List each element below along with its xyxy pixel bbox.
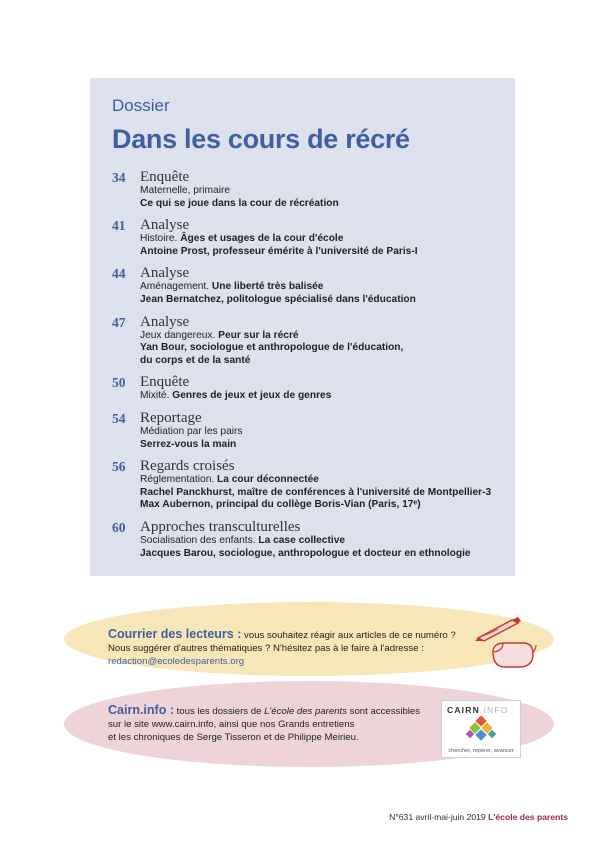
toc-author-line: Jean Bernatchez, politologue spécialisé dans l'éducation	[140, 293, 416, 305]
toc-topic-title: Peur sur la récré	[218, 329, 299, 341]
toc-rubric: Analyse	[140, 313, 190, 330]
toc-author-line: Yan Bour, sociologue et anthropologue de l'éducation,	[140, 342, 404, 354]
toc-page-number: 34	[112, 170, 126, 185]
toc-topic-prefix: Mixité.	[140, 390, 173, 402]
cairn-logo-icon[interactable]	[441, 700, 521, 758]
toc-author-line: Jacques Barou, sociologue, anthropologue et docteur en ethnologie	[140, 547, 471, 559]
footer-magazine: L'école des parents	[488, 812, 568, 822]
toc-topic-line	[140, 281, 512, 294]
toc-entry-body	[140, 519, 512, 560]
toc-entry-body	[140, 217, 512, 258]
toc-rubric: Regards croisés	[140, 458, 235, 475]
cairn-lead: Cairn.info :	[108, 703, 174, 717]
courrier-email-link[interactable]: redaction@ecoledesparents.org	[108, 656, 245, 667]
cairn-logo-word	[447, 705, 509, 715]
toc-author-line: du corps et de la santé	[140, 354, 251, 366]
toc-topic-prefix: Réglementation.	[140, 474, 218, 486]
dossier-kicker: Dossier	[112, 96, 170, 115]
toc-topic-prefix: Socialisation des enfants.	[140, 534, 259, 546]
toc-topic-prefix: Aménagement.	[140, 281, 212, 293]
toc-topic-line	[140, 535, 512, 548]
toc-page-number: 56	[112, 459, 126, 475]
toc-entry-body	[140, 458, 512, 512]
toc-entry[interactable]	[112, 265, 512, 306]
dossier-title: Dans les cours de récré	[112, 124, 410, 154]
toc-page-number: 54	[112, 410, 126, 426]
toc-author-line: Ce qui se joue dans la cour de récréation	[140, 197, 339, 209]
cairn-text-3: et les chroniques de Serge Tisseron et de Philippe Meirieu.	[108, 732, 359, 743]
toc-entry-body	[140, 314, 512, 368]
toc-topic-line: Médiation par les pairs	[140, 425, 243, 437]
toc-author-line: Max Aubernon, principal du collège Boris-Vian (Paris, 17ᵉ)	[140, 499, 421, 511]
toc-entry-body	[140, 410, 512, 451]
toc-entry[interactable]	[112, 374, 512, 403]
cairn-text-1b: sont accessibles	[347, 706, 421, 717]
cairn-magazine-name: L'école des parents	[264, 706, 347, 717]
mouse-icon	[489, 640, 537, 670]
toc-topic-line	[140, 233, 512, 246]
toc-rubric: Enquête	[140, 169, 190, 185]
toc-topic-prefix: Jeux dangereux.	[140, 329, 219, 341]
toc-page-number: 50	[112, 375, 126, 391]
toc-topic-line	[140, 474, 512, 487]
toc-entry[interactable]	[112, 169, 512, 210]
toc-page-number: 47	[112, 314, 126, 330]
toc-topic-title: Une liberté très balisée	[211, 281, 324, 293]
cairn-logo-word-main: CAIRN	[447, 705, 480, 715]
toc-entry-body	[140, 265, 512, 306]
table-of-contents	[112, 169, 512, 567]
toc-rubric: Reportage	[140, 409, 202, 426]
toc-topic-prefix: Histoire.	[140, 233, 181, 245]
cairn-text-2: sur le site www.cairn.info, ainsi que nos Grands entretiens	[108, 719, 355, 730]
toc-entry-body	[140, 169, 512, 210]
toc-rubric: Analyse	[140, 265, 190, 282]
pen-icon	[474, 614, 522, 642]
toc-page-number: 44	[112, 266, 126, 282]
toc-topic-line: Maternelle, primaire	[140, 185, 231, 196]
courrier-lead: Courrier des lecteurs :	[108, 627, 242, 641]
footer-issue: N°631 avril-mai-juin 2019	[389, 812, 489, 822]
toc-entry[interactable]	[112, 519, 512, 560]
toc-topic-line	[140, 330, 512, 343]
toc-entry[interactable]	[112, 217, 512, 258]
courrier-text-2: Nous suggérer d'autres thématiques ? N'hésitez pas à le faire à l'adresse :	[108, 643, 424, 654]
footer	[389, 812, 568, 822]
toc-rubric: Enquête	[140, 374, 190, 391]
toc-page-number: 60	[112, 519, 126, 535]
cairn-logo-word-suffix: .INFO	[479, 705, 509, 715]
cairn-logo-tagline: chercher, repérer, avancer	[448, 748, 514, 754]
toc-entry[interactable]	[112, 314, 512, 368]
cairn-diamond-icon	[466, 716, 496, 744]
toc-author-line: Serrez-vous la main	[140, 438, 237, 450]
toc-topic-line	[140, 390, 512, 403]
cairn-block	[108, 704, 438, 744]
toc-topic-title: La case collective	[258, 534, 346, 546]
toc-entry[interactable]	[112, 410, 512, 451]
toc-author-line: Antoine Prost, professeur émérite à l'université de Paris-I	[140, 245, 418, 257]
toc-entry[interactable]	[112, 458, 512, 512]
cairn-text-1a: tous les dossiers de	[173, 706, 265, 717]
courrier-block	[108, 628, 488, 668]
toc-rubric: Approches transculturelles	[140, 518, 301, 535]
toc-entry-body	[140, 374, 512, 403]
courrier-text-1: vous souhaitez réagir aux articles de ce numéro ?	[241, 630, 456, 641]
toc-topic-title: Genres de jeux et jeux de genres	[172, 390, 332, 402]
toc-topic-title: Âges et usages de la cour d'école	[180, 233, 344, 245]
toc-topic-title: La cour déconnectée	[217, 474, 319, 486]
toc-rubric: Analyse	[140, 217, 190, 234]
toc-author-line: Rachel Panckhurst, maître de conférences à l'université de Montpellier-3	[140, 486, 492, 498]
toc-page-number: 41	[112, 218, 126, 234]
